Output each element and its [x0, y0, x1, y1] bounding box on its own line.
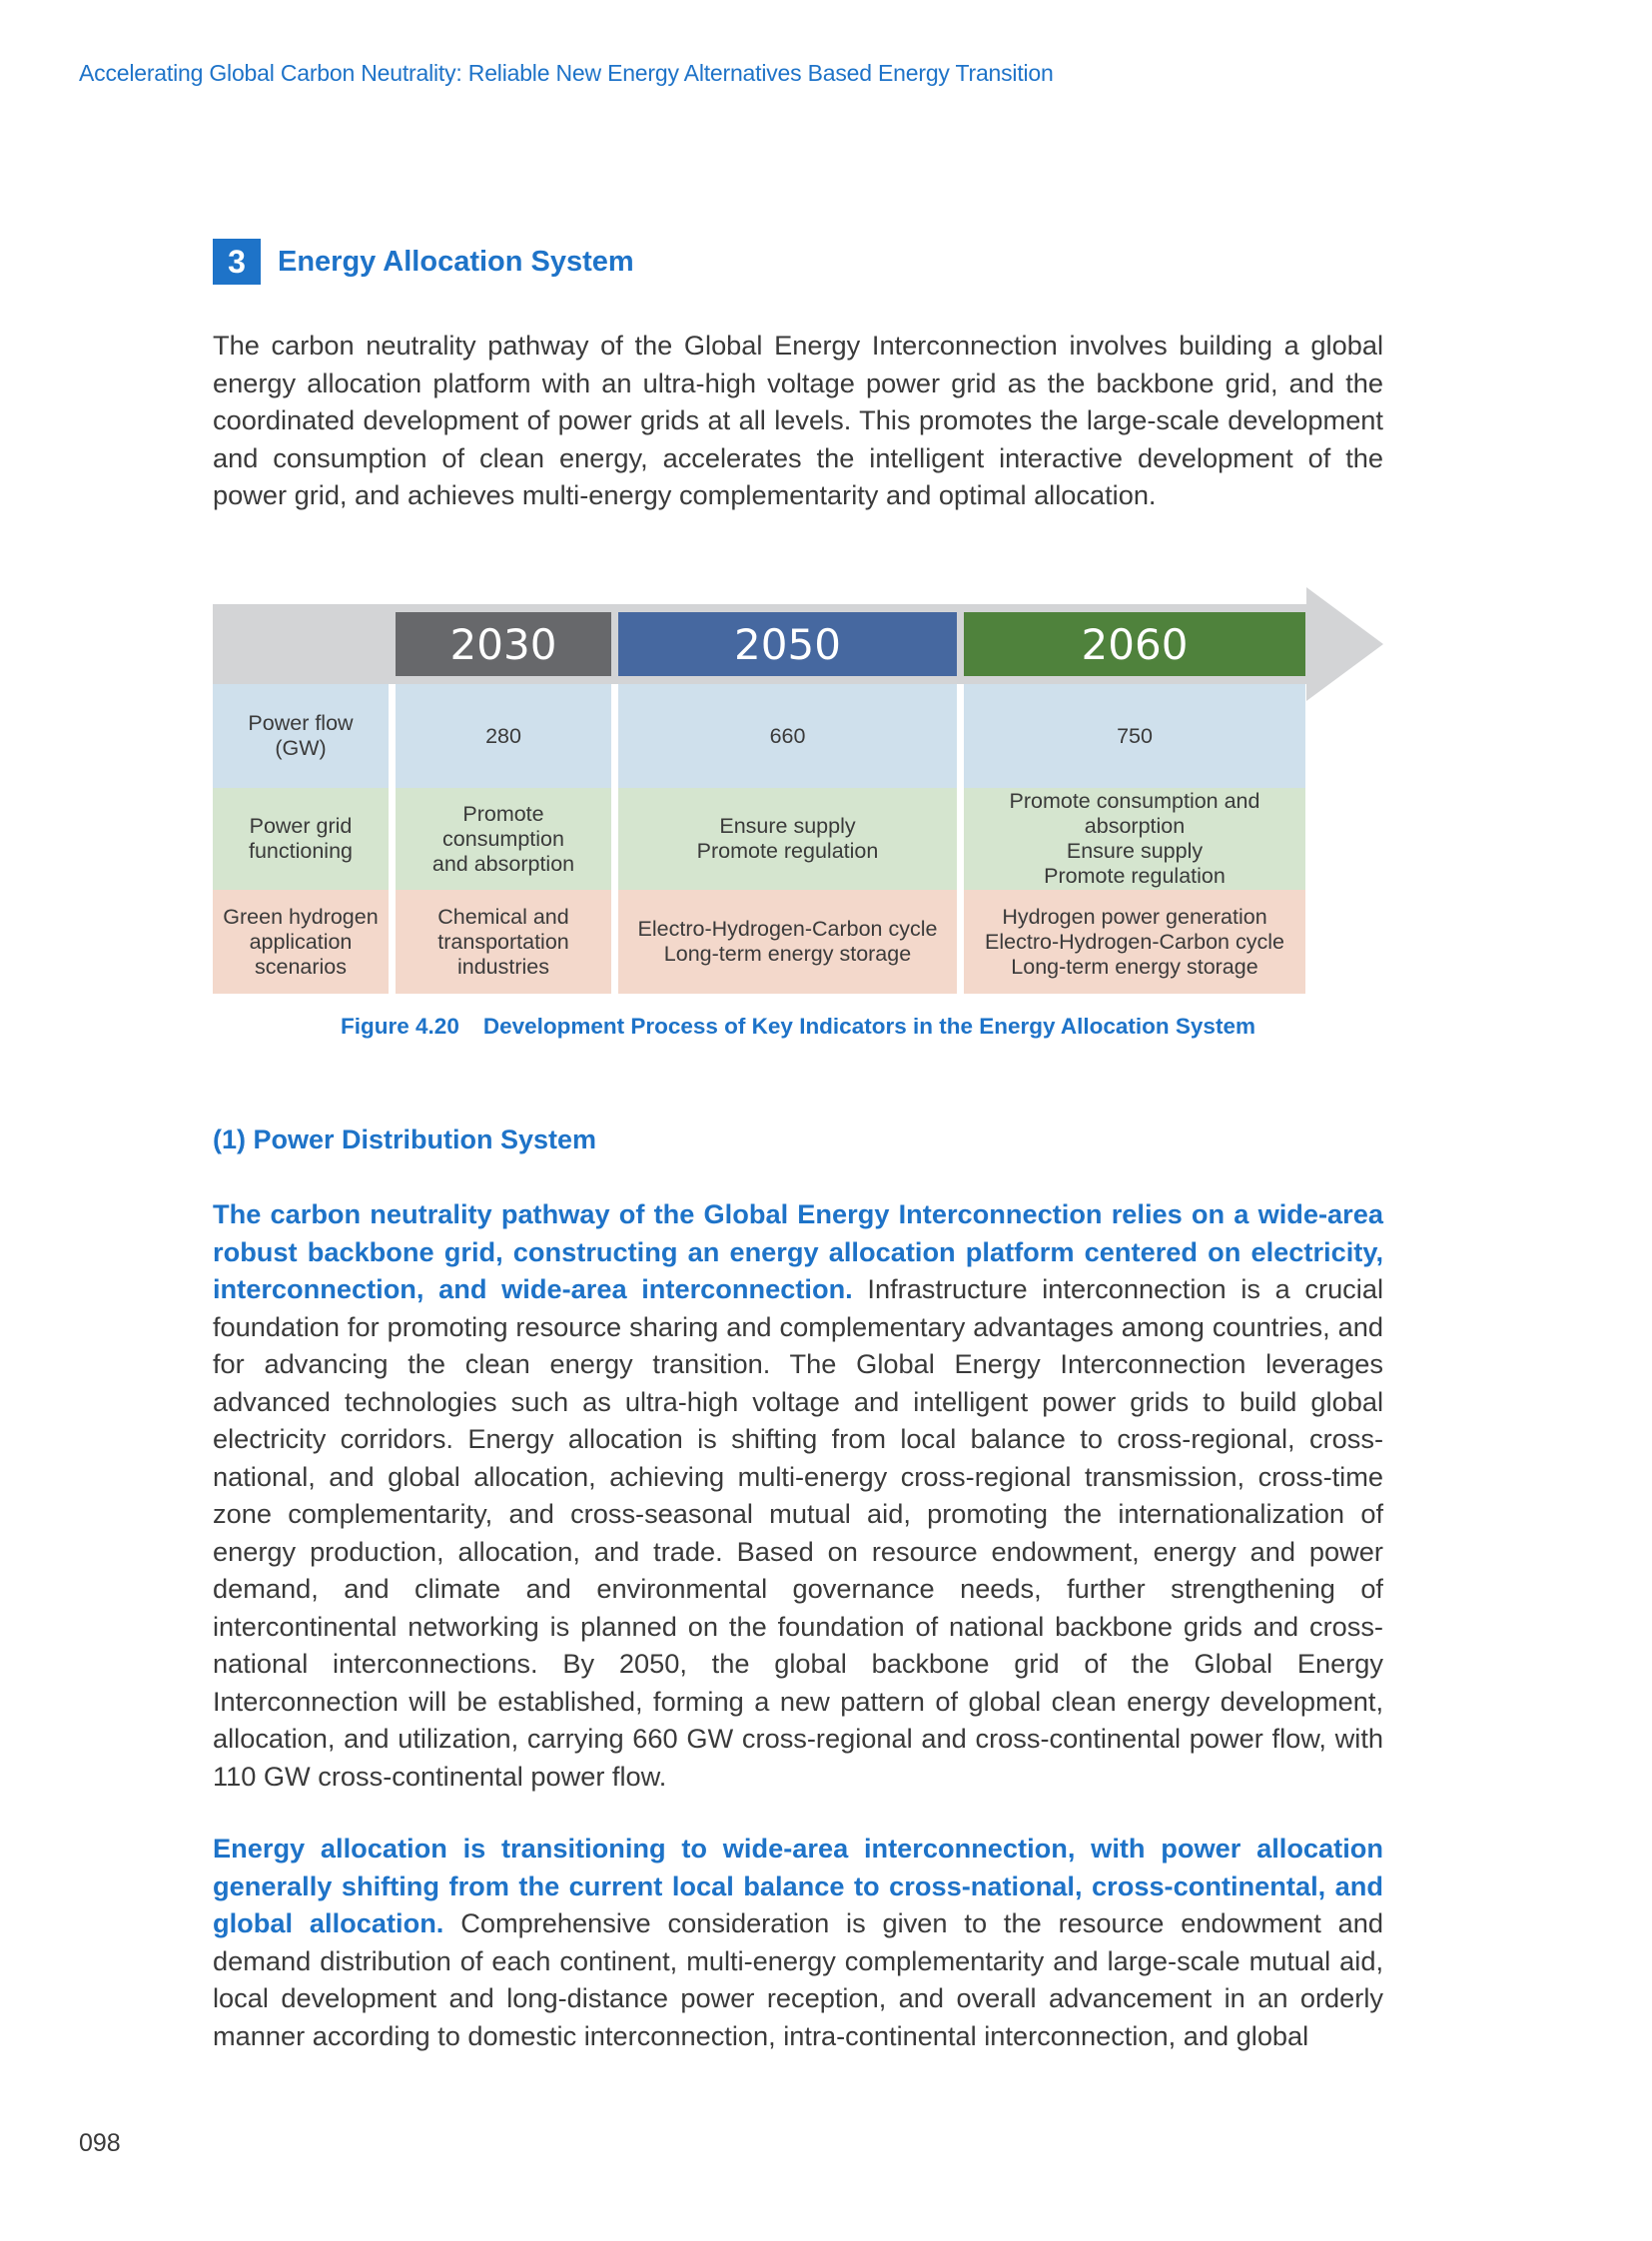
table-cell: Chemical and transportation industries [396, 890, 611, 994]
intro-paragraph: The carbon neutrality pathway of the Global Energy Interconnection involves building a global energy allocation platform with an ultra-high voltage power grid as the backbone grid, and the coordinated development of power grids at all levels. This promotes the large-scale development and consumption of clean energy, accelerates the intelligent interactive development of the power grid, and achieves multi-energy complementarity and optimal allocation. [213, 330, 1383, 510]
figure-caption-number: Figure 4.20 [341, 1014, 459, 1039]
page-number: 098 [79, 2129, 121, 2157]
table-cell: Promote consumption and absorption Ensure supply Promote regulation [964, 788, 1305, 890]
indicator-figure [213, 587, 1383, 997]
year-header-2050: 2050 [618, 612, 957, 676]
running-header: Accelerating Global Carbon Neutrality: Reliable New Energy Alternatives Based Energy Transition [79, 60, 1054, 86]
subsection-title: (1) Power Distribution System [213, 1124, 597, 1154]
paragraph-body: Comprehensive consideration is given to the resource endowment and demand distribution of each continent, multi-energy complementarity and large-scale mutual aid, local development and long-distance power reception, and overall advancement in an orderly manner according to domestic interconnection, intra-continental interconnection, and global [213, 1907, 1383, 2051]
figure-caption-text: Development Process of Key Indicators in the Energy Allocation System [482, 1014, 1255, 1039]
section-number-badge: 3 [213, 239, 261, 285]
row-label-grid-functioning: Power grid functioning [213, 788, 389, 890]
figure-caption [213, 1014, 1383, 1040]
year-header-2030: 2030 [396, 612, 611, 676]
paragraph-lead: Energy allocation is transitioning to wide-area interconnection, with power allocation generally shifting from the current local balance to cross-national, cross-continental, and global allocation. [213, 1833, 1383, 1938]
paragraph-lead: The carbon neutrality pathway of the Global Energy Interconnection relies on a wide-area robust backbone grid, constructing an energy allocation platform centered on electricity, interconnection, and wide-area interconnection. [213, 1198, 1383, 1304]
body-paragraph-2 [213, 1830, 1383, 2054]
row-label-power-flow: Power flow (GW) [213, 684, 389, 788]
section-heading [213, 239, 634, 285]
table-cell: Promote consumption and absorption [396, 788, 611, 890]
table-cell: Hydrogen power generation Electro-Hydrogen-Carbon cycle Long-term energy storage [964, 890, 1305, 994]
table-cell: 750 [964, 684, 1305, 788]
paragraph-body: Infrastructure interconnection is a crucial foundation for promoting resource sharing and complementary advantages among countries, and for advancing the clean energy transition. The Global Energy Interconnection leverages advanced technologies such as ultra-high voltage and intelligent power grids to build global electricity corridors. Energy allocation is shifting from local balance to cross-regional, cross-national, and global allocation, achieving multi-energy cross-regional transmission, cross-time zone complementarity, and cross-seasonal mutual aid, promoting the internationalization of energy production, allocation, and trade. Based on resource endowment, energy and power demand, and climate and environmental governance needs, further strengthening of intercontinental networking is planned on the foundation of national backbone grids and cross-national interconnections. By 2050, the global backbone grid of the Global Energy Interconnection will be established, forming a new pattern of global clean energy development, allocation, and utilization, carrying 660 GW cross-regional and cross-continental power flow, with 110 GW cross-continental power flow. [213, 1273, 1383, 1792]
table-cell: 660 [618, 684, 957, 788]
table-cell: Electro-Hydrogen-Carbon cycle Long-term energy storage [618, 890, 957, 994]
section-title: Energy Allocation System [278, 245, 634, 278]
body-paragraph-1 [213, 1195, 1383, 1795]
row-label-green-hydrogen: Green hydrogen application scenarios [213, 890, 389, 994]
table-cell: Ensure supply Promote regulation [618, 788, 957, 890]
year-header-2060: 2060 [964, 612, 1305, 676]
table-cell: 280 [396, 684, 611, 788]
